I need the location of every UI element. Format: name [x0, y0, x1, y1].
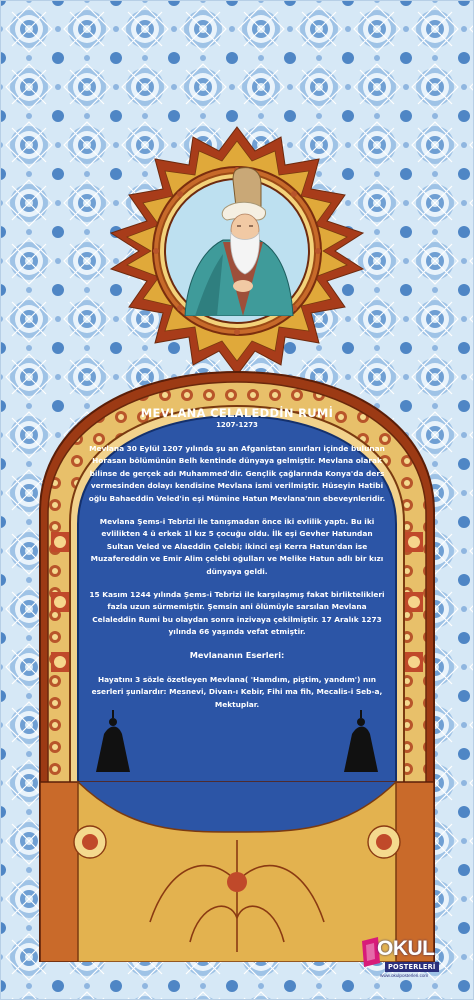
biography-panel — [88, 400, 386, 722]
works-paragraph: Hayatını 3 sözle özetleyen Mevlana( 'Hamdım, piştim, yandım') nın eserleri şunlardır: Mesnevi, Divan-ı Kebir, Fihi ma fih, Mecalis-i Seb-a, Mektuplar. — [91, 674, 383, 709]
logo-brand: OKUL — [377, 937, 435, 960]
logo-url: www.okulposterleri.com — [380, 973, 429, 978]
okul-posterleri-logo — [360, 935, 460, 991]
bio-paragraph-1: Mevlana 30 Eylül 1207 yılında şu an Afganistan sınırları içinde bulunan Horasan bölümünün Belh kentinde dünyaya gelmiştir. Mevlana olarak bilinse de gerçek adı Muhammed'dir. Gençlik çağlarında Konya'da ders vermesinden dolayı kendisine Mevlana ismi verilmiştir. Hüseyin Hatibi oğlu Bahaeddin Veled'in eşi Mümine Hatun Mevlana'nın ebeveynleridir. — [88, 444, 386, 503]
works-heading: Mevlananın Eserleri: — [189, 649, 285, 660]
poster-years: 1207-1273 — [216, 421, 258, 429]
bio-paragraph-3: 15 Kasım 1244 yılında Şems-i Tebrizi ile karşılaşmış fakat birliktelikleri fazla uzun sürmemiştir. Şemsin ani ölümüyle sarsılan Mevlana Celaleddin Rumi bu olaydan sonra inzivaya çekilmiştir. 17 Aralık 1273 yılında 66 yaşında vefat etmiştir. — [89, 590, 385, 637]
poster-title: MEVLANA CELALEDDİN RUMİ — [140, 406, 334, 420]
bio-paragraph-2: Mevlana Şems-i Tebrizi ile tanışmadan önce iki evlilik yaptı. Bu iki evlilikten 4 ü erkek 1l kız 5 çocuğu oldu. İlk eşi Gevher Hatundan Sultan Veled ve Alaeddin Çelebi; ikinci eşi Kerra Hatun'dan ise Muzafereddin ve Emir Alim çelebi oğulları ve Melike Hatun adlı bir kızı dünyaya geldi. — [90, 517, 384, 576]
mevlana-portrait-icon — [165, 158, 309, 316]
logo-subtitle: POSTERLERİ — [385, 962, 439, 972]
